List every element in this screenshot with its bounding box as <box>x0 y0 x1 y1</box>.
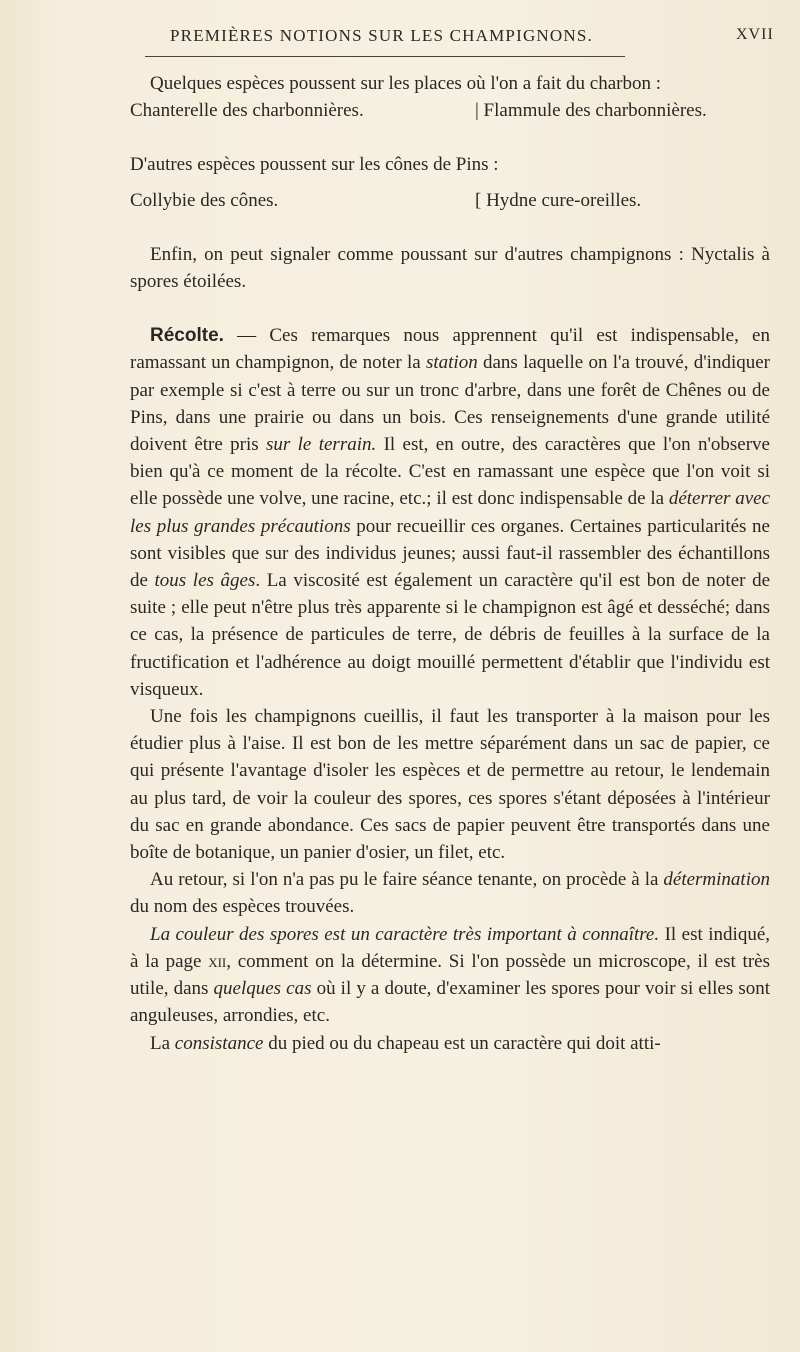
running-title: PREMIÈRES NOTIONS SUR LES CHAMPIGNONS. <box>170 26 593 45</box>
paragraph-consistance: La consistance du pied ou du chapeau est un caractère qui doit atti- <box>150 1032 661 1054</box>
page-number: XVII <box>736 26 774 43</box>
paragraph-retour: Au retour, si l'on n'a pas pu le faire séance tenante, on procède à la détermination du nom des espèces trouvées. <box>130 869 770 918</box>
header-rule <box>145 56 625 57</box>
species-list-charbon <box>130 97 770 124</box>
paragraph-transport: Une fois les champignons cueillis, il faut les transporter à la maison pour les étudier plus à l'aise. Il est bon de les mettre séparément dans un sac de papier, ce qui présente l'avantage d'isoler les espèces et de permettre au retour, le lendemain au plus tard, de voir la couleur des spores, ces spores s'étant déposées à l'intérieur du sac en grande abondance. Ces sacs de papier peuvent être transportés dans une boîte de botanique, un panier d'osier, un filet, etc. <box>130 706 770 864</box>
paragraph-enfin: Enfin, on peut signaler comme poussant sur d'autres champignons : Nyctalis à spores étoilées. <box>130 243 770 293</box>
species-list-cones <box>130 187 770 214</box>
section-heading: Récolte. <box>150 325 224 347</box>
paragraph-spores: La couleur des spores est un caractère très important à connaître. Il est indiqué, à la page xii, comment on la détermine. Si l'on possède un microscope, il est très utile, dans quelques cas où il y a doute, d'examiner les spores pour voir si elles sont anguleuses, arrondies, etc. <box>130 923 771 1027</box>
paragraph-charbon: Quelques espèces poussent sur les places où l'on a fait du charbon : <box>150 73 662 94</box>
paragraph-recolte: Récolte. — Ces remarques nous apprennent qu'il est indispensable, en ramassant un champignon, de noter la station dans laquelle on l'a trouvé, d'indiquer par exemple si c'est à terre ou sur un tronc d'arbre, dans une forêt de Chênes ou de Pins, dans une prairie ou dans un bois. Ces renseignements d'une grande utilité doivent être pris sur le terrain. Il est, en outre, des caractères que l'on n'observe bien qu'à ce moment de la récolte. C'est en ramassant une espèce que l'on voit si elle possède une volve, une racine, etc.; il est donc indispensable de la déterrer avec les plus grandes précautions pour recueillir ces organes. Certaines particularités ne sont visibles que sur des individus jeunes; aussi faut-il rassembler des échantillons de tous les âges. La viscosité est également un caractère qu'il est bon de noter de suite ; elle peut n'être plus très apparente si le champignon est âgé et desséché; dans ce cas, la présence de particules de terre, de débris de feuilles à la surface de la fructification et l'adhérence au doigt mouillé permettent d'établir que l'individu est visqueux. <box>130 325 771 700</box>
species-item: Collybie des cônes. <box>130 189 279 211</box>
body-text <box>130 70 770 1057</box>
species-item: Chanterelle des charbonnières. <box>130 100 364 122</box>
paragraph-cones: D'autres espèces poussent sur les cônes de Pins : <box>130 154 499 176</box>
species-item: | Flammule des charbonnières. <box>475 100 707 122</box>
species-item: [ Hydne cure-oreilles. <box>475 189 642 211</box>
